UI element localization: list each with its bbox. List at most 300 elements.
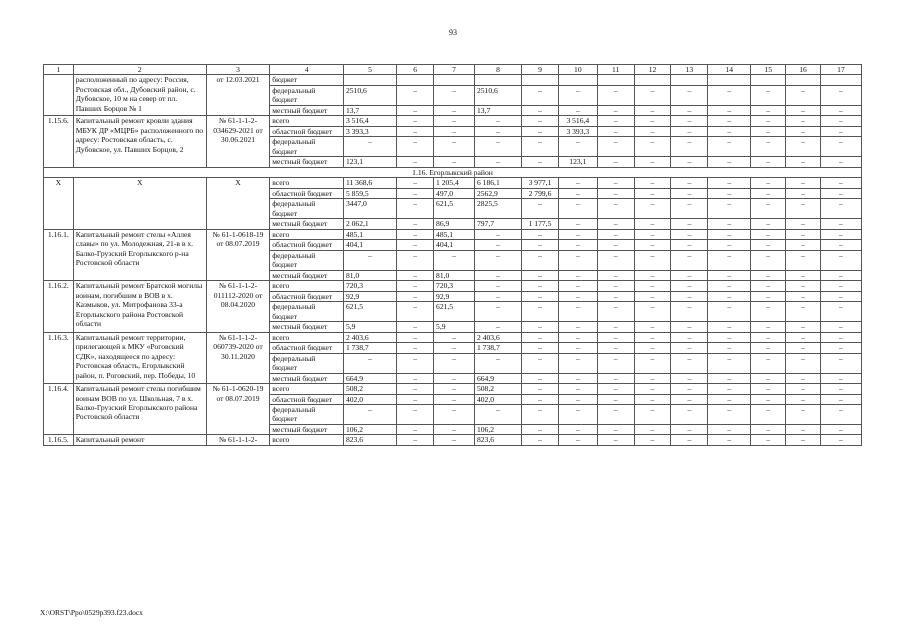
amount-cell: – xyxy=(751,332,786,342)
amount-cell: – xyxy=(558,302,597,322)
amount-cell: – xyxy=(434,353,475,373)
amount-cell: – xyxy=(522,126,559,136)
amount-cell: – xyxy=(671,188,708,198)
amount-cell: – xyxy=(708,250,751,270)
amount-cell: – xyxy=(597,302,634,322)
amount-cell xyxy=(671,75,708,85)
amount-cell: – xyxy=(434,105,475,115)
object-name: Капитальный ремонт xyxy=(73,435,206,445)
amount-cell: – xyxy=(397,404,434,424)
amount-cell: 13,7 xyxy=(474,105,521,115)
column-header: 11 xyxy=(597,65,634,75)
amount-cell: – xyxy=(474,322,521,332)
amount-cell: – xyxy=(786,353,821,373)
amount-cell: – xyxy=(343,250,396,270)
amount-cell: – xyxy=(708,199,751,219)
amount-cell: – xyxy=(751,322,786,332)
amount-cell: – xyxy=(671,126,708,136)
amount-cell: – xyxy=(597,178,634,188)
amount-cell: – xyxy=(751,424,786,434)
amount-cell: – xyxy=(634,384,671,394)
object-name: Капитальный ремонт стелы погибшим воинам ВОВ по ул. Школьная, 7 в х. Балко-Грузский Егорлыкского района Ростовской области xyxy=(73,384,206,435)
section-title: 1.16. Егорлыкский район xyxy=(44,167,862,177)
amount-cell: – xyxy=(751,270,786,280)
amount-cell: – xyxy=(634,435,671,445)
amount-cell xyxy=(634,75,671,85)
amount-cell: – xyxy=(820,240,861,250)
amount-cell: 6 186,1 xyxy=(474,178,521,188)
amount-cell: – xyxy=(597,322,634,332)
funding-source: всего xyxy=(270,332,344,342)
amount-cell: – xyxy=(397,137,434,157)
amount-cell: – xyxy=(558,240,597,250)
amount-cell: – xyxy=(558,332,597,342)
amount-cell: 664,9 xyxy=(343,373,396,383)
amount-cell: – xyxy=(597,116,634,126)
amount-cell: – xyxy=(751,384,786,394)
amount-cell: – xyxy=(522,250,559,270)
amount-cell: – xyxy=(597,188,634,198)
amount-cell: – xyxy=(634,322,671,332)
amount-cell: 1 738,7 xyxy=(474,343,521,353)
amount-cell: – xyxy=(751,394,786,404)
column-header: 8 xyxy=(474,65,521,75)
amount-cell: 508,2 xyxy=(474,384,521,394)
amount-cell: – xyxy=(786,343,821,353)
amount-cell: 86,9 xyxy=(434,219,475,229)
amount-cell: – xyxy=(434,85,475,105)
amount-cell: – xyxy=(597,394,634,404)
amount-cell: – xyxy=(474,302,521,322)
amount-cell: – xyxy=(786,219,821,229)
amount-cell xyxy=(474,75,521,85)
amount-cell: – xyxy=(708,229,751,239)
amount-cell: – xyxy=(397,302,434,322)
amount-cell: – xyxy=(820,116,861,126)
funding-source: всего xyxy=(270,116,344,126)
amount-cell: 621,5 xyxy=(434,199,475,219)
amount-cell: – xyxy=(671,219,708,229)
amount-cell: – xyxy=(786,116,821,126)
amount-cell: – xyxy=(820,353,861,373)
amount-cell: – xyxy=(708,281,751,291)
amount-cell: 2 403,6 xyxy=(474,332,521,342)
amount-cell: – xyxy=(820,219,861,229)
amount-cell: – xyxy=(786,394,821,404)
item-number: 1.16.5. xyxy=(44,435,74,445)
amount-cell: 402,0 xyxy=(474,394,521,404)
amount-cell: 106,2 xyxy=(474,424,521,434)
amount-cell: – xyxy=(597,250,634,270)
amount-cell: – xyxy=(634,105,671,115)
amount-cell: – xyxy=(820,343,861,353)
amount-cell: – xyxy=(597,343,634,353)
amount-cell: – xyxy=(786,85,821,105)
amount-cell: – xyxy=(522,322,559,332)
amount-cell: – xyxy=(820,126,861,136)
amount-cell: – xyxy=(558,270,597,280)
amount-cell: – xyxy=(434,157,475,167)
amount-cell: – xyxy=(708,404,751,424)
amount-cell: 497,0 xyxy=(434,188,475,198)
amount-cell: – xyxy=(397,188,434,198)
expertise-number: № 61-1-1-2-034629-2021 от 30.06.2021 xyxy=(206,116,269,167)
amount-cell: – xyxy=(671,373,708,383)
amount-cell: – xyxy=(671,291,708,301)
amount-cell: – xyxy=(397,291,434,301)
amount-cell: – xyxy=(434,424,475,434)
amount-cell: – xyxy=(558,188,597,198)
funding-source: федеральный бюджет xyxy=(270,404,344,424)
amount-cell: – xyxy=(597,157,634,167)
table-row xyxy=(44,229,862,239)
amount-cell: – xyxy=(820,188,861,198)
amount-cell: – xyxy=(820,384,861,394)
object-name: Капитальный ремонт Братской могилы воинам, погибшим в ВОВ в х. Казмыков, ул. Митрофанова 33-а Егорлыкского района Ростовской области xyxy=(73,281,206,332)
amount-cell: – xyxy=(558,404,597,424)
amount-cell: – xyxy=(786,302,821,322)
amount-cell: – xyxy=(708,157,751,167)
amount-cell: – xyxy=(671,178,708,188)
amount-cell: – xyxy=(522,116,559,126)
amount-cell: – xyxy=(397,126,434,136)
amount-cell: 1 205,4 xyxy=(434,178,475,188)
amount-cell: – xyxy=(820,270,861,280)
funding-source: федеральный бюджет xyxy=(270,302,344,322)
table-row xyxy=(44,75,862,85)
amount-cell: – xyxy=(671,116,708,126)
amount-cell: – xyxy=(597,199,634,219)
amount-cell: – xyxy=(820,302,861,322)
amount-cell: – xyxy=(786,229,821,239)
amount-cell: – xyxy=(671,105,708,115)
amount-cell: – xyxy=(597,373,634,383)
amount-cell: – xyxy=(434,373,475,383)
amount-cell: 3 977,1 xyxy=(522,178,559,188)
funding-source: областной бюджет xyxy=(270,291,344,301)
funding-source: федеральный бюджет xyxy=(270,137,344,157)
amount-cell: 823,6 xyxy=(343,435,396,445)
amount-cell: – xyxy=(786,250,821,270)
amount-cell xyxy=(343,75,396,85)
amount-cell: – xyxy=(558,435,597,445)
amount-cell: – xyxy=(634,270,671,280)
amount-cell: – xyxy=(786,188,821,198)
amount-cell: – xyxy=(474,126,521,136)
amount-cell: 2562,9 xyxy=(474,188,521,198)
amount-cell: – xyxy=(522,281,559,291)
amount-cell: – xyxy=(522,424,559,434)
amount-cell: 2510,6 xyxy=(343,85,396,105)
funding-source: местный бюджет xyxy=(270,270,344,280)
funding-source: федеральный бюджет xyxy=(270,250,344,270)
amount-cell: – xyxy=(522,105,559,115)
amount-cell: – xyxy=(708,137,751,157)
amount-cell: – xyxy=(671,157,708,167)
amount-cell: – xyxy=(597,384,634,394)
amount-cell: – xyxy=(397,332,434,342)
amount-cell: – xyxy=(751,240,786,250)
amount-cell: – xyxy=(786,435,821,445)
column-header: 10 xyxy=(558,65,597,75)
amount-cell: – xyxy=(786,178,821,188)
amount-cell: – xyxy=(474,270,521,280)
amount-cell: – xyxy=(434,116,475,126)
table-row xyxy=(44,178,862,188)
amount-cell: – xyxy=(708,240,751,250)
funding-source: областной бюджет xyxy=(270,188,344,198)
column-header: 17 xyxy=(820,65,861,75)
amount-cell: – xyxy=(751,291,786,301)
amount-cell: – xyxy=(671,343,708,353)
item-number: 1.15.6. xyxy=(44,116,74,167)
funding-source: федеральный бюджет xyxy=(270,199,344,219)
amount-cell: – xyxy=(522,229,559,239)
amount-cell: – xyxy=(634,199,671,219)
expertise-number: № 61-1-0618-19 от 08.07.2019 xyxy=(206,229,269,280)
amount-cell: – xyxy=(558,250,597,270)
amount-cell: – xyxy=(522,85,559,105)
amount-cell: – xyxy=(786,157,821,167)
expertise-number: № 61-1-0620-19 от 08.07.2019 xyxy=(206,384,269,435)
amount-cell: – xyxy=(558,229,597,239)
amount-cell: – xyxy=(671,302,708,322)
amount-cell: – xyxy=(434,384,475,394)
amount-cell: – xyxy=(474,240,521,250)
amount-cell: – xyxy=(522,404,559,424)
amount-cell: – xyxy=(820,394,861,404)
amount-cell: – xyxy=(634,302,671,322)
amount-cell: – xyxy=(820,281,861,291)
amount-cell: 720,3 xyxy=(343,281,396,291)
amount-cell: – xyxy=(522,137,559,157)
amount-cell: – xyxy=(343,137,396,157)
amount-cell: – xyxy=(597,424,634,434)
amount-cell: – xyxy=(597,240,634,250)
amount-cell: – xyxy=(708,188,751,198)
amount-cell: – xyxy=(434,332,475,342)
amount-cell: – xyxy=(522,353,559,373)
amount-cell: – xyxy=(522,394,559,404)
amount-cell: – xyxy=(634,229,671,239)
amount-cell: – xyxy=(634,291,671,301)
amount-cell: – xyxy=(558,343,597,353)
amount-cell: 3 393,3 xyxy=(558,126,597,136)
amount-cell xyxy=(522,75,559,85)
amount-cell: – xyxy=(708,85,751,105)
amount-cell: – xyxy=(397,105,434,115)
object-name: Капитальный ремонт территории, прилегающей к МКУ «Роговский СДК», находящееся по адресу: Ростовская область, Егорлыкский район, п. Роговский, пер. Победы, 10 xyxy=(73,332,206,383)
amount-cell: – xyxy=(558,424,597,434)
amount-cell: – xyxy=(474,229,521,239)
amount-cell: – xyxy=(751,373,786,383)
amount-cell: – xyxy=(558,219,597,229)
amount-cell: – xyxy=(708,302,751,322)
amount-cell: – xyxy=(671,229,708,239)
amount-cell: – xyxy=(634,219,671,229)
amount-cell: 508,2 xyxy=(343,384,396,394)
amount-cell: – xyxy=(597,126,634,136)
footer-file-path: X:\ORST\Ppo\0529p393.f23.docx xyxy=(40,608,143,617)
amount-cell: – xyxy=(751,219,786,229)
amount-cell: – xyxy=(397,394,434,404)
column-header: 6 xyxy=(397,65,434,75)
amount-cell: – xyxy=(522,302,559,322)
amount-cell: – xyxy=(474,137,521,157)
amount-cell: – xyxy=(343,353,396,373)
amount-cell: – xyxy=(397,219,434,229)
amount-cell: – xyxy=(558,291,597,301)
amount-cell: – xyxy=(751,281,786,291)
amount-cell: – xyxy=(786,281,821,291)
column-header: 9 xyxy=(522,65,559,75)
amount-cell: – xyxy=(820,85,861,105)
amount-cell xyxy=(820,75,861,85)
amount-cell: – xyxy=(671,394,708,404)
amount-cell: – xyxy=(397,435,434,445)
amount-cell xyxy=(434,75,475,85)
funding-source: областной бюджет xyxy=(270,394,344,404)
amount-cell: – xyxy=(786,424,821,434)
amount-cell: – xyxy=(558,322,597,332)
amount-cell: – xyxy=(786,240,821,250)
amount-cell: 81,0 xyxy=(343,270,396,280)
page-number: 93 xyxy=(449,28,457,37)
amount-cell: 13,7 xyxy=(343,105,396,115)
object-name: Х xyxy=(73,178,206,229)
funding-source: местный бюджет xyxy=(270,322,344,332)
amount-cell: – xyxy=(671,353,708,373)
amount-cell: 5,9 xyxy=(343,322,396,332)
amount-cell: – xyxy=(634,424,671,434)
amount-cell: – xyxy=(522,157,559,167)
item-number xyxy=(44,75,74,116)
amount-cell: 2 799,6 xyxy=(522,188,559,198)
amount-cell: – xyxy=(474,116,521,126)
amount-cell: – xyxy=(434,126,475,136)
amount-cell: – xyxy=(708,332,751,342)
expertise-number: Х xyxy=(206,178,269,229)
amount-cell: – xyxy=(474,250,521,270)
amount-cell: – xyxy=(597,137,634,157)
amount-cell: – xyxy=(634,188,671,198)
funding-source: областной бюджет xyxy=(270,240,344,250)
funding-source: федеральный бюджет xyxy=(270,85,344,105)
amount-cell: 621,5 xyxy=(434,302,475,322)
amount-cell: – xyxy=(634,404,671,424)
amount-cell: – xyxy=(820,332,861,342)
amount-cell: – xyxy=(434,435,475,445)
amount-cell: – xyxy=(671,199,708,219)
amount-cell: – xyxy=(751,353,786,373)
amount-cell: – xyxy=(751,85,786,105)
amount-cell: 123,1 xyxy=(558,157,597,167)
amount-cell: – xyxy=(634,157,671,167)
object-name: Капитальный ремонт кровли здания МБУК ДР «МЦРБ» расположенного по адресу: Ростовская область, с. Дубовское, ул. Павших Борцов, 2 xyxy=(73,116,206,167)
amount-cell: – xyxy=(671,322,708,332)
amount-cell: – xyxy=(671,250,708,270)
amount-cell: – xyxy=(671,137,708,157)
column-header: 12 xyxy=(634,65,671,75)
amount-cell: – xyxy=(786,199,821,219)
amount-cell: – xyxy=(751,343,786,353)
amount-cell: 720,3 xyxy=(434,281,475,291)
amount-cell: – xyxy=(597,229,634,239)
amount-cell: 823,6 xyxy=(474,435,521,445)
amount-cell: – xyxy=(708,116,751,126)
amount-cell: 11 368,6 xyxy=(343,178,396,188)
amount-cell: – xyxy=(397,343,434,353)
amount-cell: – xyxy=(397,250,434,270)
amount-cell: – xyxy=(558,105,597,115)
amount-cell: – xyxy=(671,270,708,280)
amount-cell: – xyxy=(708,291,751,301)
amount-cell: – xyxy=(634,373,671,383)
amount-cell: – xyxy=(671,404,708,424)
amount-cell: – xyxy=(397,353,434,373)
amount-cell: – xyxy=(434,343,475,353)
table-row xyxy=(44,116,862,126)
amount-cell: 106,2 xyxy=(343,424,396,434)
amount-cell: – xyxy=(751,199,786,219)
amount-cell: – xyxy=(820,322,861,332)
amount-cell: – xyxy=(820,250,861,270)
funding-source: всего xyxy=(270,435,344,445)
amount-cell: – xyxy=(786,332,821,342)
column-header: 16 xyxy=(786,65,821,75)
amount-cell: – xyxy=(786,322,821,332)
amount-cell: – xyxy=(522,435,559,445)
column-header: 2 xyxy=(73,65,206,75)
amount-cell: – xyxy=(634,332,671,342)
amount-cell: – xyxy=(671,424,708,434)
amount-cell: 2510,6 xyxy=(474,85,521,105)
column-header: 13 xyxy=(671,65,708,75)
amount-cell: 621,5 xyxy=(343,302,396,322)
amount-cell: – xyxy=(597,353,634,373)
funding-source: всего xyxy=(270,229,344,239)
column-header: 1 xyxy=(44,65,74,75)
amount-cell: – xyxy=(397,199,434,219)
amount-cell: – xyxy=(397,384,434,394)
amount-cell: – xyxy=(820,137,861,157)
amount-cell: – xyxy=(397,229,434,239)
amount-cell: – xyxy=(634,116,671,126)
funding-source: местный бюджет xyxy=(270,105,344,115)
amount-cell: – xyxy=(558,178,597,188)
amount-cell: – xyxy=(751,105,786,115)
amount-cell: – xyxy=(397,281,434,291)
amount-cell: – xyxy=(397,373,434,383)
amount-cell: 485,1 xyxy=(343,229,396,239)
section-row xyxy=(44,167,862,177)
column-header: 5 xyxy=(343,65,396,75)
amount-cell xyxy=(786,75,821,85)
column-header: 3 xyxy=(206,65,269,75)
amount-cell: – xyxy=(522,343,559,353)
amount-cell: 2 403,6 xyxy=(343,332,396,342)
expertise-number: № 61-1-1-2-011112-2020 от 08.04.2020 xyxy=(206,281,269,332)
column-header: 7 xyxy=(434,65,475,75)
amount-cell: 92,9 xyxy=(343,291,396,301)
amount-cell: – xyxy=(751,116,786,126)
amount-cell: – xyxy=(708,424,751,434)
amount-cell: – xyxy=(597,435,634,445)
column-header: 15 xyxy=(751,65,786,75)
amount-cell: – xyxy=(671,384,708,394)
amount-cell: – xyxy=(786,404,821,424)
amount-cell: – xyxy=(434,404,475,424)
